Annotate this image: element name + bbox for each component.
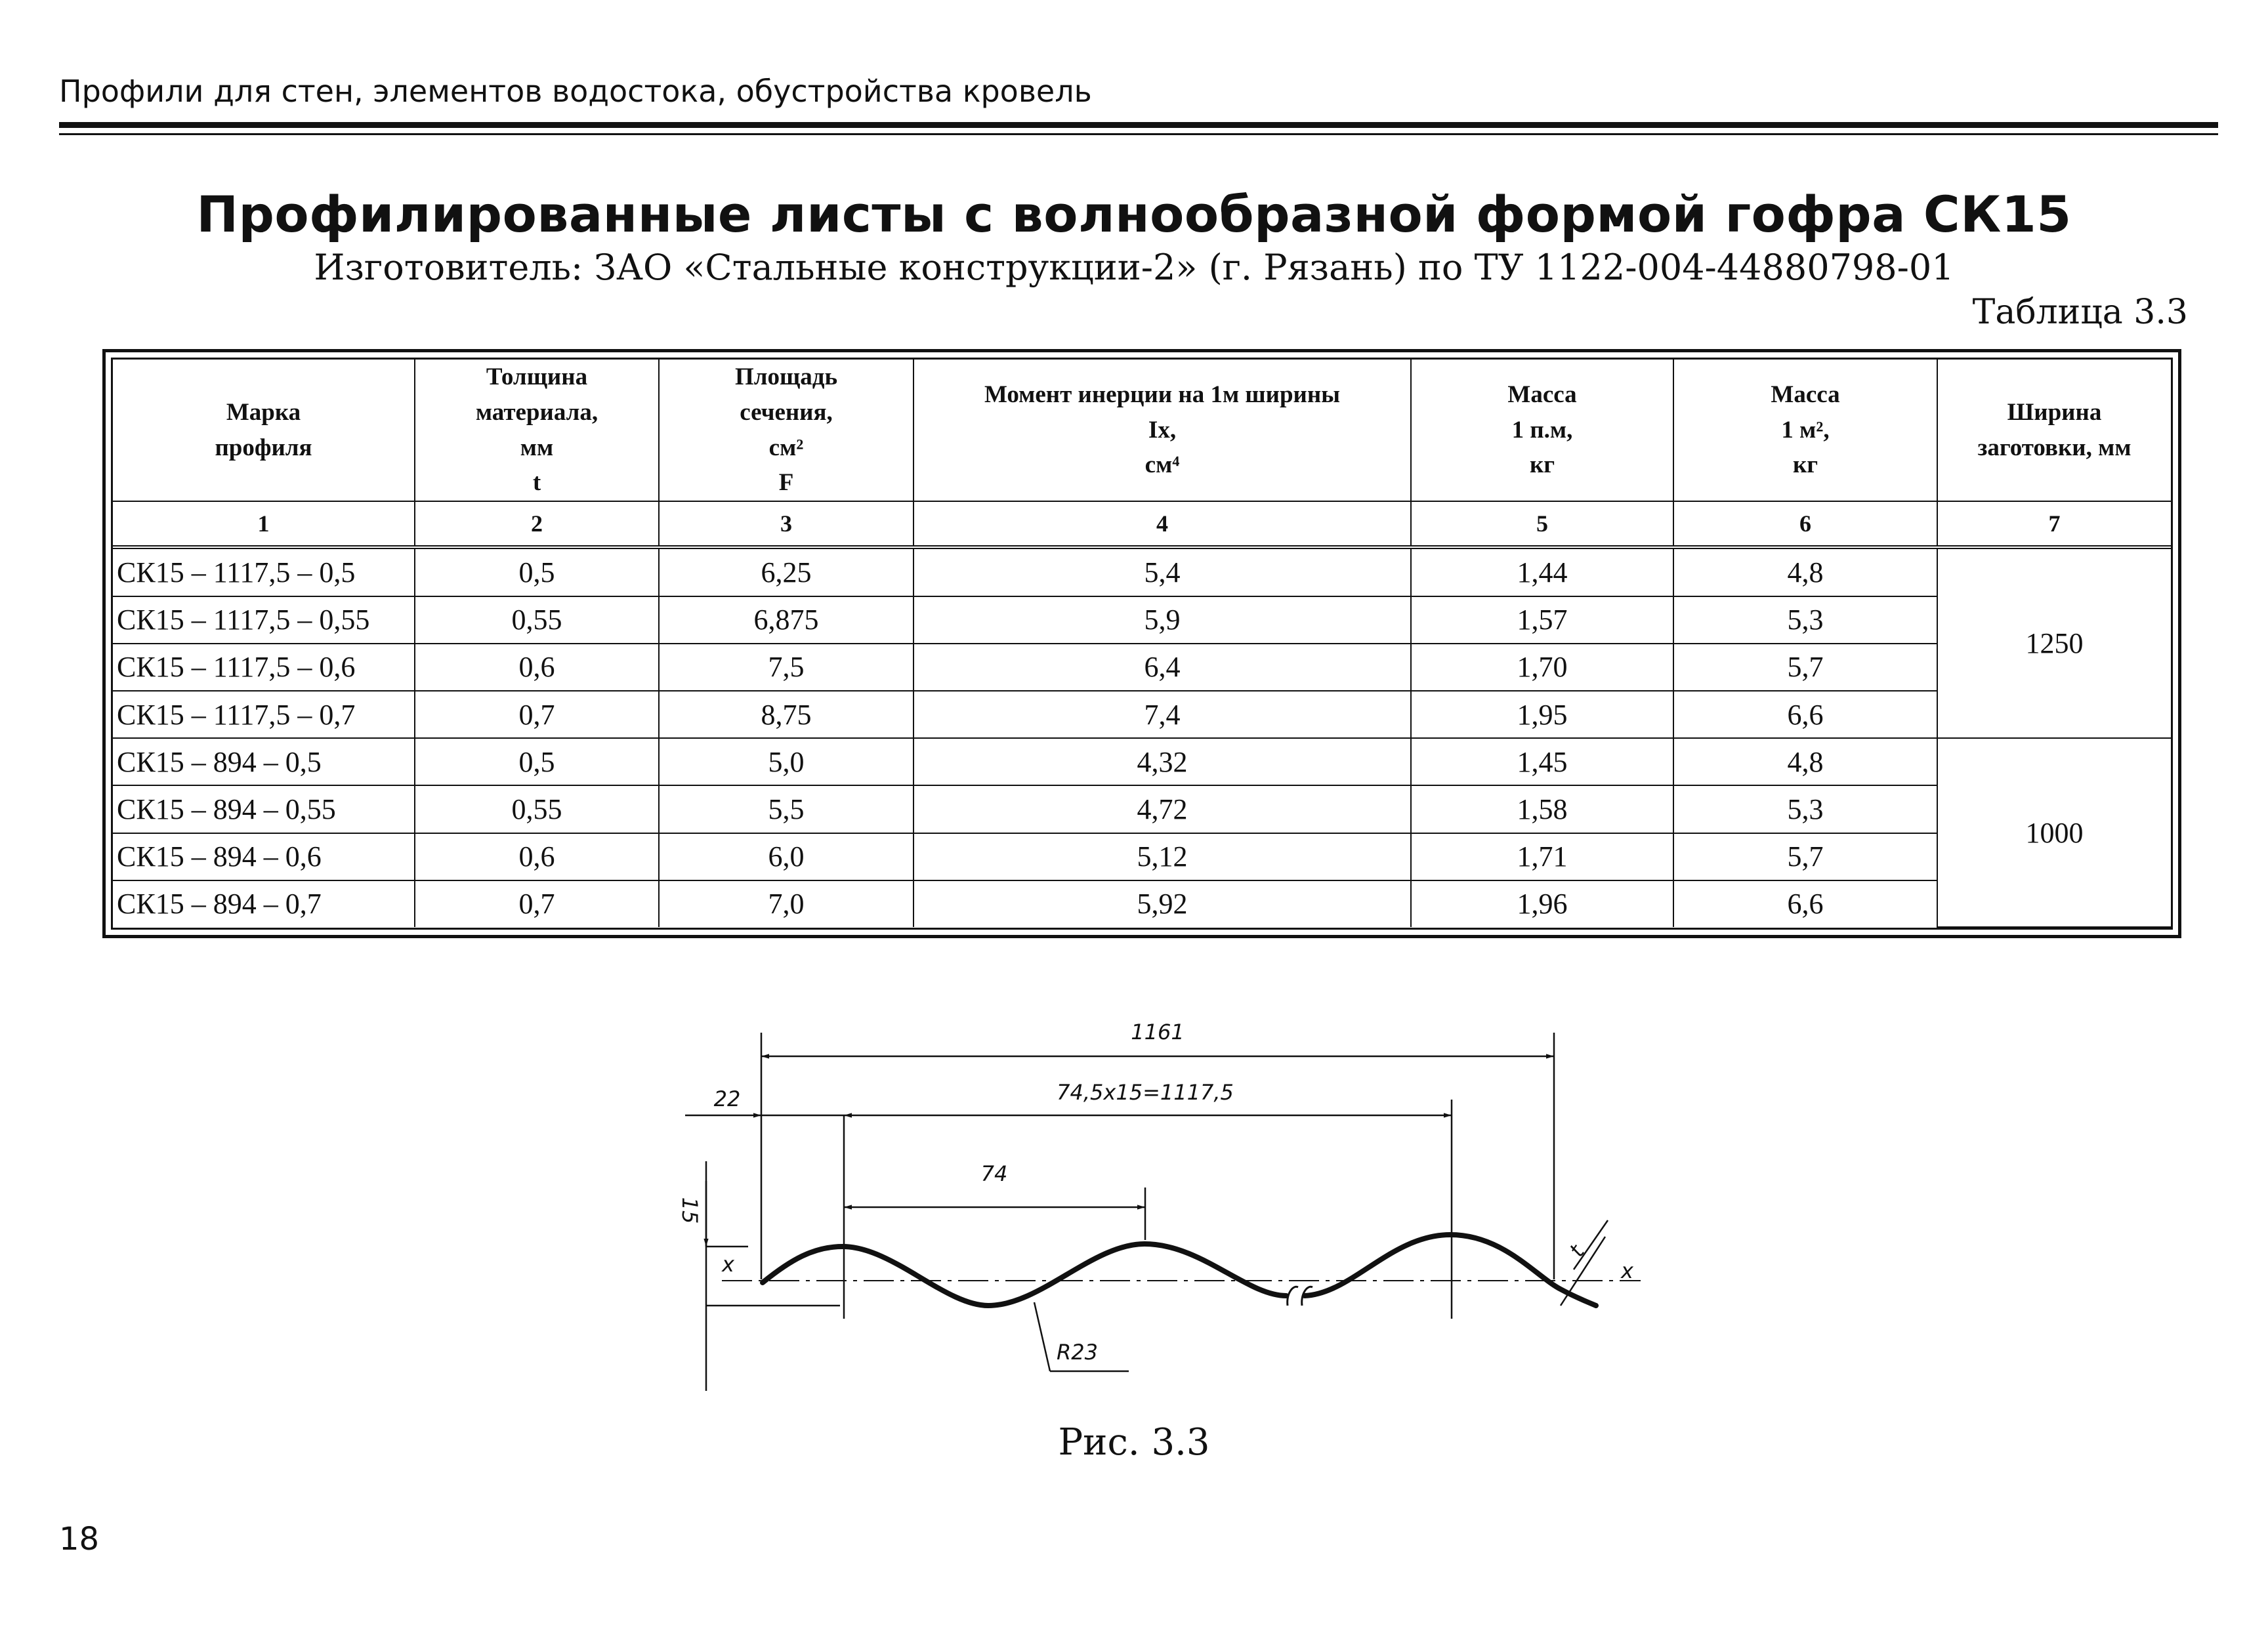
cell-mass-pm: 1,57 <box>1411 596 1673 644</box>
cell-inertia: 5,12 <box>914 833 1411 880</box>
dim-height-label: 15 <box>677 1197 702 1224</box>
cell-mass-sqm: 5,3 <box>1673 596 1937 644</box>
header-inertia: Момент инерции на 1м ширины Ix, см⁴ <box>914 360 1411 501</box>
cell-thickness: 0,5 <box>415 738 659 785</box>
cell-area: 6,875 <box>659 596 914 644</box>
dim-pitch-label: 74 <box>980 1161 1008 1186</box>
cell-area: 6,25 <box>659 547 914 596</box>
cell-thickness: 0,6 <box>415 644 659 691</box>
col-number: 7 <box>1937 501 2171 547</box>
col-number: 1 <box>113 501 415 547</box>
cell-inertia: 5,4 <box>914 547 1411 596</box>
col-number: 6 <box>1673 501 1937 547</box>
col-number: 3 <box>659 501 914 547</box>
cell-thickness: 0,7 <box>415 880 659 927</box>
col-number: 4 <box>914 501 1411 547</box>
col-number: 2 <box>415 501 659 547</box>
dim-pitch-total-label: 74,5x15=1117,5 <box>1057 1080 1234 1105</box>
cell-thickness: 0,55 <box>415 596 659 644</box>
cell-mark: СК15 – 894 – 0,6 <box>113 833 415 880</box>
cell-inertia: 4,72 <box>914 785 1411 833</box>
running-head: Профили для стен, элементов водостока, обустройства кровель <box>59 73 1092 109</box>
cell-area: 7,0 <box>659 880 914 927</box>
cell-mass-sqm: 5,7 <box>1673 644 1937 691</box>
page-number: 18 <box>59 1521 100 1558</box>
cell-area: 5,0 <box>659 738 914 785</box>
cell-area: 7,5 <box>659 644 914 691</box>
cell-mass-pm: 1,58 <box>1411 785 1673 833</box>
cell-mass-sqm: 6,6 <box>1673 691 1937 738</box>
radius-label: R23 <box>1057 1340 1098 1365</box>
cell-mark: СК15 – 894 – 0,7 <box>113 880 415 927</box>
cell-thickness: 0,6 <box>415 833 659 880</box>
figure-caption: Рис. 3.3 <box>1058 1421 1210 1464</box>
cell-mass-pm: 1,96 <box>1411 880 1673 927</box>
cell-mass-pm: 1,70 <box>1411 644 1673 691</box>
cell-mark: СК15 – 1117,5 – 0,5 <box>113 547 415 596</box>
header-mass-per-sqm: Масса 1 м², кг <box>1673 360 1937 501</box>
cell-mark: СК15 – 894 – 0,5 <box>113 738 415 785</box>
cell-mass-sqm: 4,8 <box>1673 738 1937 785</box>
axis-left-label: x <box>722 1252 734 1277</box>
col-number: 5 <box>1411 501 1673 547</box>
cell-mark: СК15 – 1117,5 – 0,6 <box>113 644 415 691</box>
thickness-label: t <box>1564 1240 1589 1262</box>
cell-area: 8,75 <box>659 691 914 738</box>
cell-area: 6,0 <box>659 833 914 880</box>
cell-mass-sqm: 5,7 <box>1673 833 1937 880</box>
cell-thickness: 0,5 <box>415 547 659 596</box>
header-area: Площадь сечения, см² F <box>659 360 914 501</box>
cell-inertia: 5,9 <box>914 596 1411 644</box>
cell-blank-width: 1250 <box>1937 547 2171 738</box>
manufacturer-subtitle: Изготовитель: ЗАО «Стальные конструкции-2» (г. Рязань) по ТУ 1122-004-44880798-01 <box>314 247 1954 288</box>
cell-thickness: 0,55 <box>415 785 659 833</box>
header-mark: Марка профиля <box>113 360 415 501</box>
cell-inertia: 5,92 <box>914 880 1411 927</box>
cell-mark: СК15 – 894 – 0,55 <box>113 785 415 833</box>
cell-mass-pm: 1,71 <box>1411 833 1673 880</box>
header-blank-width: Ширина заготовки, мм <box>1937 360 2171 501</box>
table-label: Таблица 3.3 <box>1972 293 2188 332</box>
cell-mass-pm: 1,95 <box>1411 691 1673 738</box>
header-thickness: Толщина материала, мм t <box>415 360 659 501</box>
page-title: Профилированные листы с волнообразной формой гофра СК15 <box>196 185 2072 243</box>
header-mass-per-meter: Масса 1 п.м, кг <box>1411 360 1673 501</box>
cell-thickness: 0,7 <box>415 691 659 738</box>
cell-inertia: 6,4 <box>914 644 1411 691</box>
cell-mass-sqm: 6,6 <box>1673 880 1937 927</box>
cell-mark: СК15 – 1117,5 – 0,55 <box>113 596 415 644</box>
cell-mass-pm: 1,45 <box>1411 738 1673 785</box>
cell-mass-sqm: 4,8 <box>1673 547 1937 596</box>
cell-area: 5,5 <box>659 785 914 833</box>
dim-edge-label: 22 <box>713 1086 741 1111</box>
cell-mass-pm: 1,44 <box>1411 547 1673 596</box>
cell-mass-sqm: 5,3 <box>1673 785 1937 833</box>
cell-inertia: 4,32 <box>914 738 1411 785</box>
axis-right-label: x <box>1621 1258 1633 1283</box>
cell-inertia: 7,4 <box>914 691 1411 738</box>
cell-mark: СК15 – 1117,5 – 0,7 <box>113 691 415 738</box>
dim-total-label: 1161 <box>1131 1020 1185 1044</box>
cell-blank-width: 1000 <box>1937 738 2171 927</box>
